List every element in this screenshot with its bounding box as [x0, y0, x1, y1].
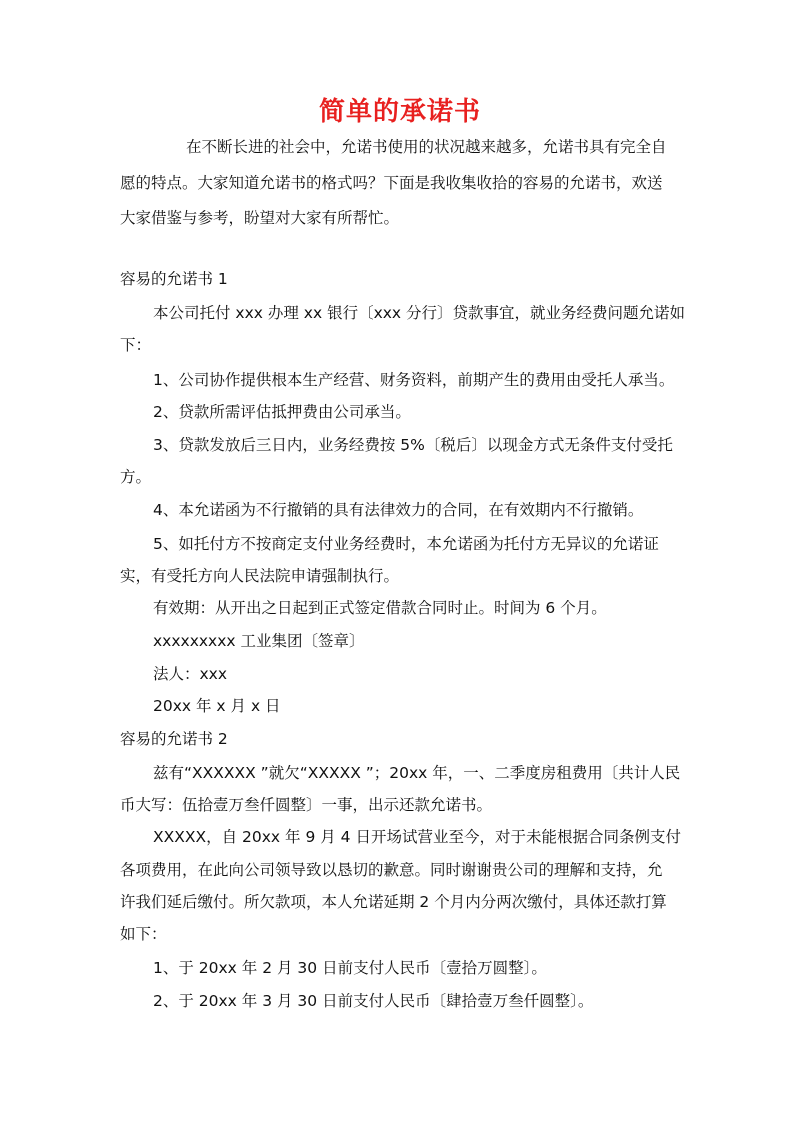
list-item-continuation: 实，有受托方向人民法院申请强制执行。	[120, 567, 400, 585]
intro-line: 大家借鉴与参考，盼望对大家有所帮忙。	[120, 209, 400, 227]
validity-line: 有效期：从开出之日起到正式签定借款合同时止。时间为 6 个月。	[153, 599, 607, 617]
intro-line: 在不断长进的社会中，允诺书使用的状况越来越多，允诺书具有完全自	[186, 138, 667, 156]
legal-person: 法人：xxx	[153, 665, 228, 683]
list-item: 3、贷款发放后三日内，业务经费按 5%〔税后〕以现金方式无条件支付受托	[153, 436, 673, 454]
paragraph-line: XXXXX，自 20xx 年 9 月 4 日开场试营业至今，对于未能根据合同条例支付	[153, 828, 681, 846]
section-heading: 容易的允诺书 2	[120, 730, 228, 748]
company-signature: xxxxxxxxx 工业集团〔签章〕	[153, 632, 365, 650]
intro-line: 愿的特点。大家知道允诺书的格式吗？下面是我收集收拾的容易的允诺书，欢送	[120, 174, 663, 192]
list-item-continuation: 方。	[120, 468, 152, 486]
paragraph-line: 如下：	[120, 925, 167, 943]
list-item: 2、贷款所需评估抵押费由公司承当。	[153, 403, 411, 421]
date-line: 20xx 年 x 月 x 日	[153, 697, 281, 715]
list-item: 1、于 20xx 年 2 月 30 日前支付人民币〔壹拾万圆整〕。	[153, 959, 547, 977]
list-item: 4、本允诺函为不行撤销的具有法律效力的合同，在有效期内不行撤销。	[153, 501, 644, 519]
paragraph-line: 各项费用，在此向公司领导致以恳切的歉意。同时谢谢贵公司的理解和支持，允	[120, 861, 663, 879]
paragraph-line: 兹有“XXXXXX ”就欠“XXXXX ”；20xx 年，一、二季度房租费用〔共计人民	[153, 764, 681, 782]
list-item: 1、公司协作提供根本生产经营、财务资料，前期产生的费用由受托人承当。	[153, 371, 675, 389]
list-item: 5、如托付方不按商定支付业务经费时，本允诺函为托付方无异议的允诺证	[153, 535, 659, 553]
paragraph-line: 下：	[120, 336, 152, 354]
list-item: 2、于 20xx 年 3 月 30 日前支付人民币〔肆拾壹万叁仟圆整〕。	[153, 992, 594, 1010]
paragraph-line: 本公司托付 xxx 办理 xx 银行〔xxx 分行〕贷款事宜，就业务经费问题允诺如	[153, 304, 686, 322]
document-title: 简单的承诺书	[318, 97, 481, 127]
section-heading: 容易的允诺书 1	[120, 270, 228, 288]
paragraph-line: 币大写：伍拾壹万叁仟圆整〕一事，出示还款允诺书。	[120, 796, 493, 814]
paragraph-line: 许我们延后缴付。所欠款项，本人允诺延期 2 个月内分两次缴付，具体还款打算	[120, 893, 667, 911]
